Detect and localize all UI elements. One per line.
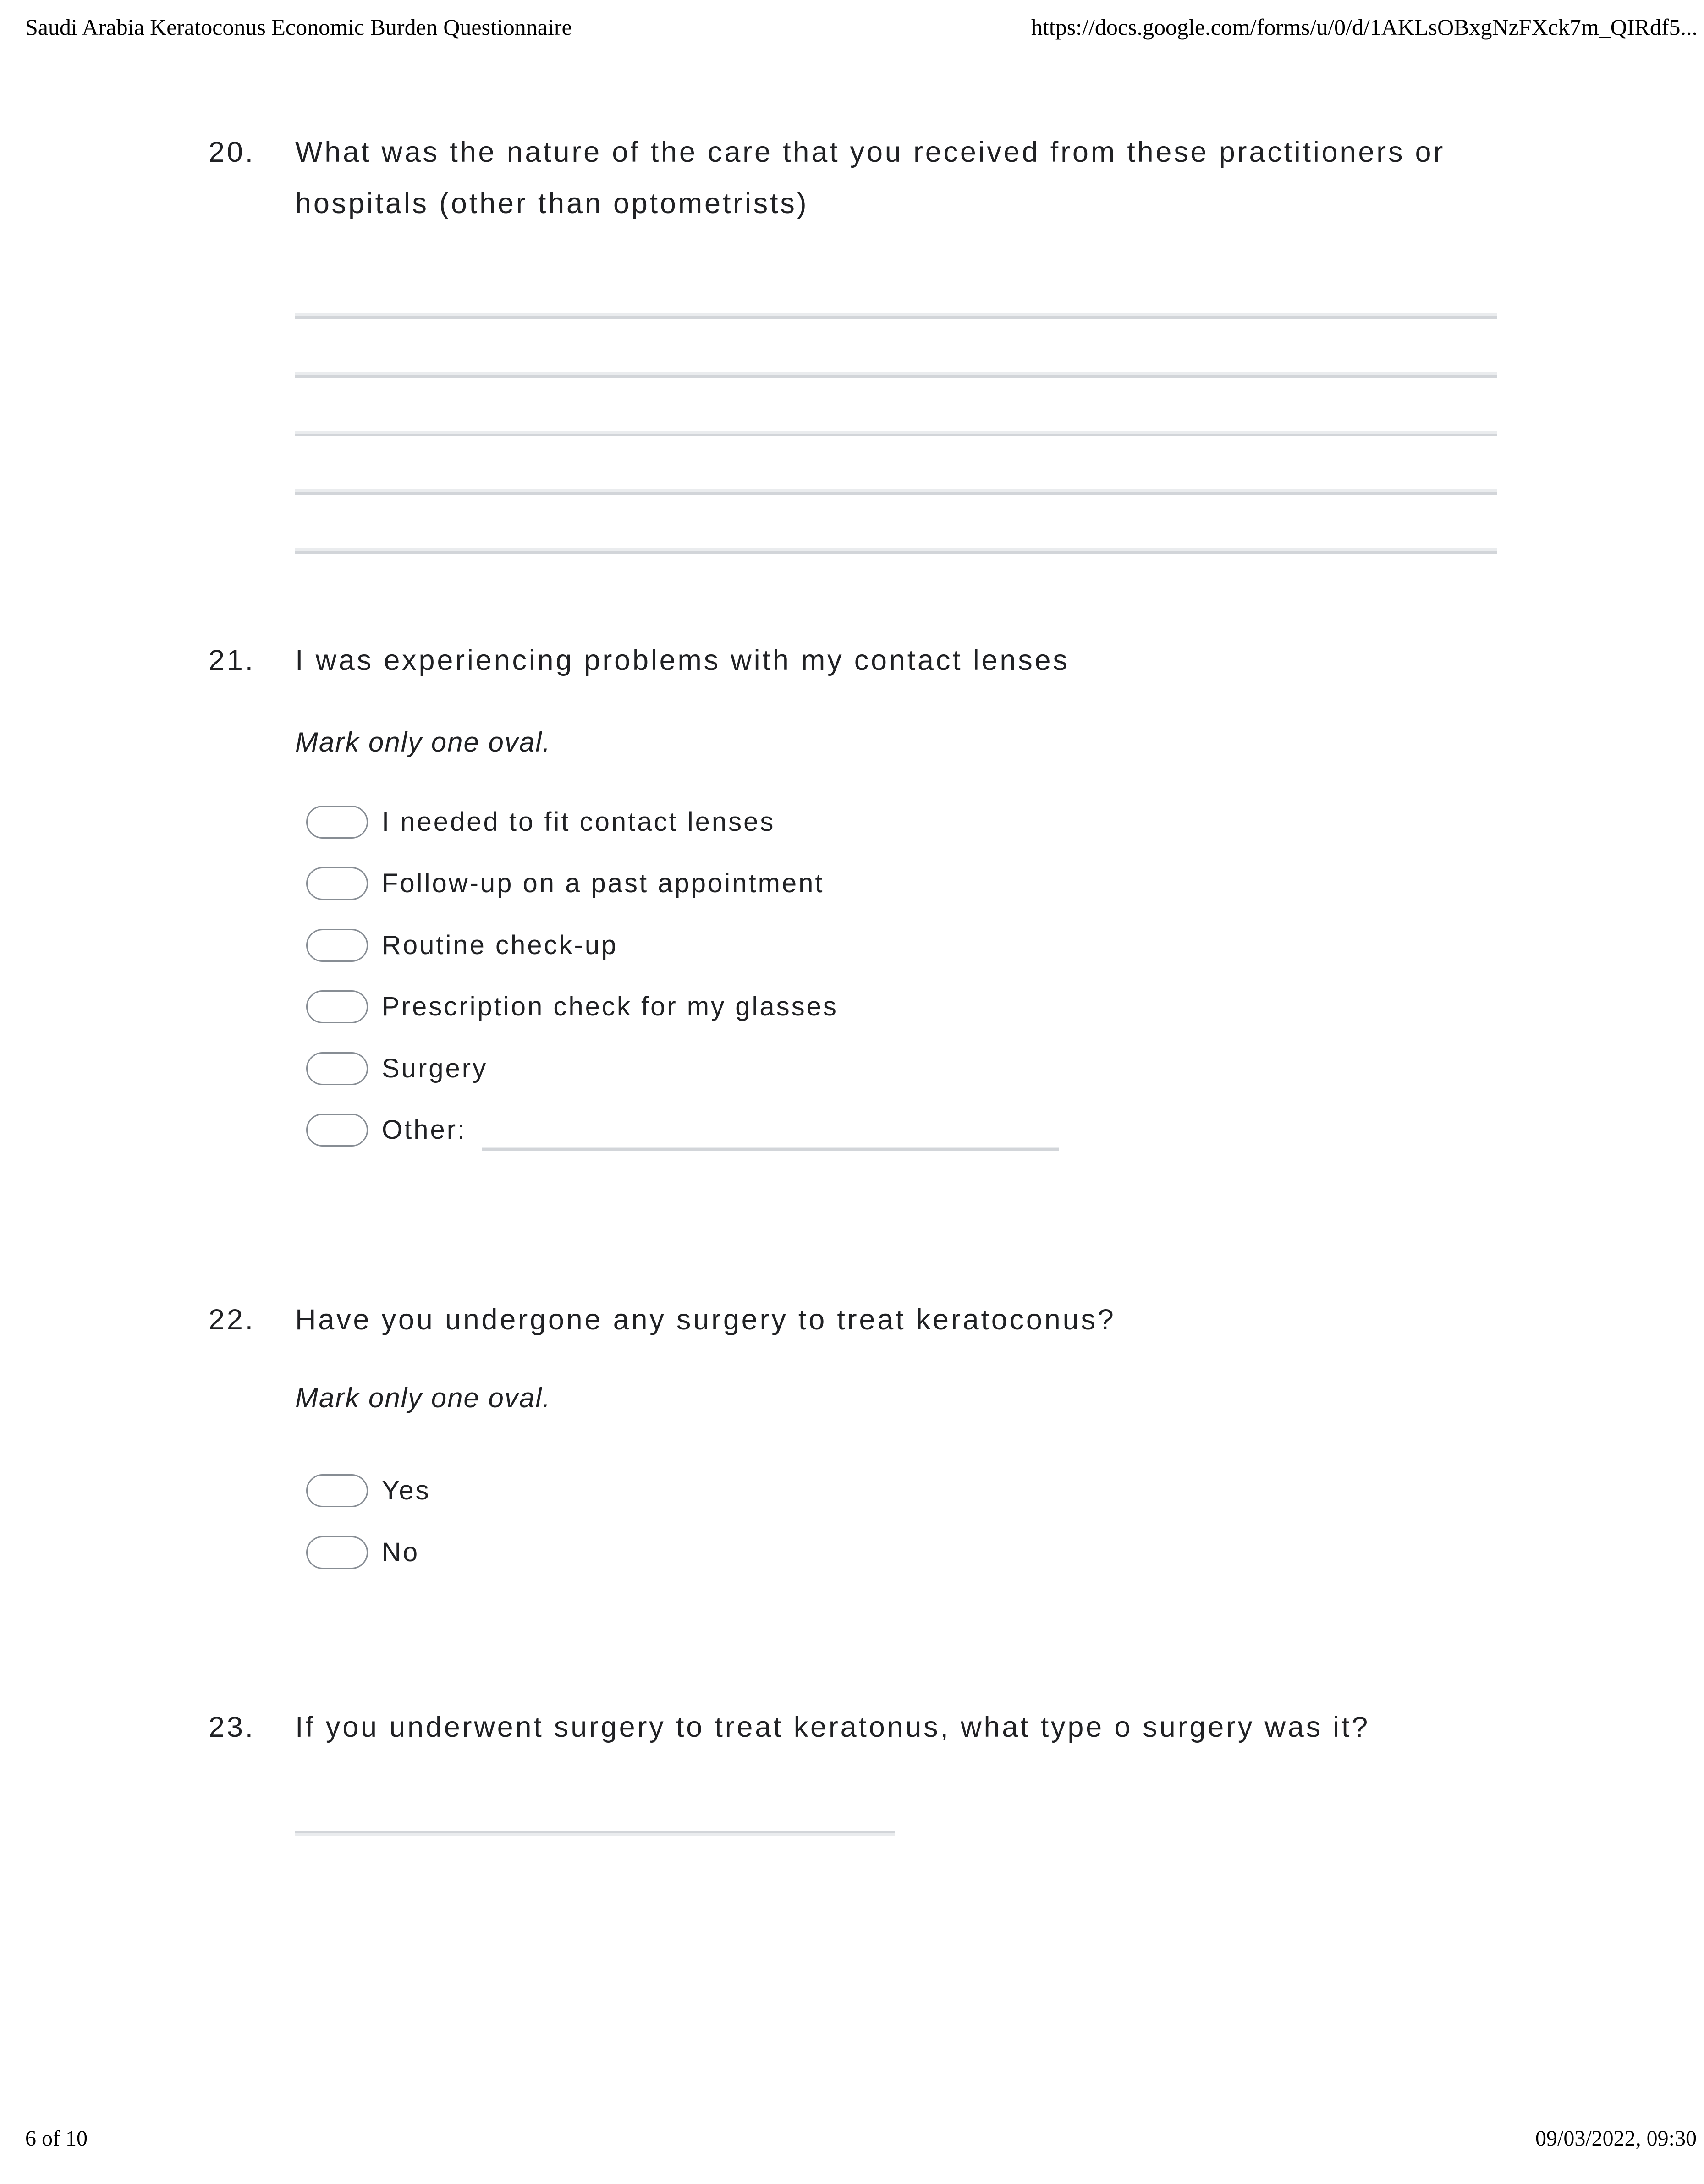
- question-23-text: If you underwent surgery to treat keratonus, what type o surgery was it?: [295, 1711, 1370, 1743]
- question-22-number: 22.: [209, 1304, 255, 1336]
- radio-oval[interactable]: [306, 990, 368, 1023]
- option-label: No: [382, 1537, 420, 1567]
- option-label: Surgery: [382, 1054, 488, 1083]
- option-label: Yes: [382, 1476, 431, 1505]
- option-label: Follow-up on a past appointment: [382, 868, 825, 898]
- option-label: Prescription check for my glasses: [382, 992, 838, 1021]
- radio-oval[interactable]: [306, 1114, 368, 1147]
- print-timestamp: 09/03/2022, 09:30: [1535, 2126, 1697, 2151]
- radio-oval[interactable]: [306, 1474, 368, 1507]
- answer-line: [295, 313, 1497, 319]
- option-label: Routine check-up: [382, 930, 618, 960]
- document-title: Saudi Arabia Keratoconus Economic Burden Questionnaire: [25, 14, 572, 40]
- other-option-label: Other:: [382, 1115, 467, 1145]
- document-url: https://docs.google.com/forms/u/0/d/1AKLsOBxgNzFXck7m_QIRdf5...: [1031, 14, 1698, 40]
- question-21-hint: Mark only one oval.: [295, 727, 551, 757]
- answer-line: [295, 372, 1497, 378]
- radio-oval[interactable]: [306, 1536, 368, 1569]
- option-row: [306, 1474, 431, 1507]
- option-row: [306, 867, 825, 900]
- option-row: [306, 929, 618, 962]
- radio-oval[interactable]: [306, 1052, 368, 1085]
- question-20-text: What was the nature of the care that you received from these practitioners or hospitals (other than optometrists): [295, 136, 1446, 219]
- question-21-number: 21.: [209, 644, 255, 676]
- question-23-number: 23.: [209, 1711, 255, 1743]
- option-row: [306, 1052, 488, 1085]
- radio-oval[interactable]: [306, 806, 368, 839]
- answer-line: [295, 548, 1497, 554]
- option-label: I needed to fit contact lenses: [382, 807, 775, 837]
- option-row: [306, 1536, 419, 1569]
- option-row: [306, 990, 838, 1023]
- question-22-hint: Mark only one oval.: [295, 1383, 551, 1413]
- question-23-answer-line[interactable]: [295, 1831, 895, 1836]
- other-answer-line[interactable]: [482, 1147, 1059, 1151]
- question-21-text: I was experiencing problems with my contact lenses: [295, 644, 1070, 676]
- radio-oval[interactable]: [306, 867, 368, 900]
- answer-line: [295, 489, 1497, 495]
- answer-line: [295, 431, 1497, 436]
- question-22-text: Have you undergone any surgery to treat keratoconus?: [295, 1304, 1116, 1336]
- other-option-row: [306, 1114, 467, 1147]
- page-number: 6 of 10: [25, 2126, 88, 2151]
- option-row: [306, 806, 775, 839]
- radio-oval[interactable]: [306, 929, 368, 962]
- question-20-number: 20.: [209, 136, 255, 168]
